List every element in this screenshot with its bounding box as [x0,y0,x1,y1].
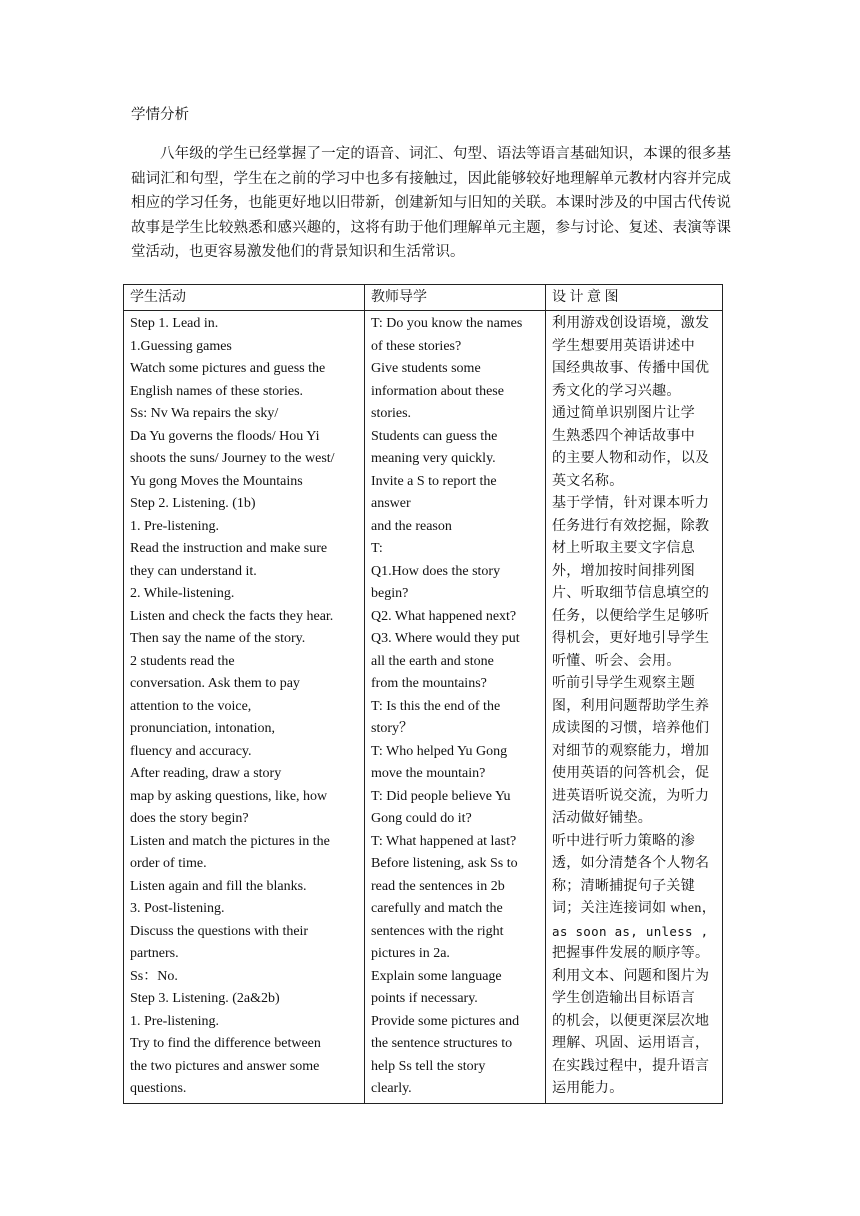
design-intent-line: 成读图的习惯，培养他们 [552,721,710,736]
teacher-guidance-line: Explain some language [371,968,502,984]
teacher-guidance-cell [365,311,546,1104]
student-activity-line: map by asking questions, like, how [130,788,328,804]
design-intent-line: 利用文本、问题和图片为 [552,968,710,984]
student-activity-line: Discuss the questions with their [130,923,309,939]
teacher-guidance-line: stories. [371,406,412,421]
table-header-row [124,285,723,311]
design-intent-line: 英文名称。 [552,473,624,489]
teacher-guidance-line: T: What happened at last? [371,833,517,849]
design-intent-line: 得机会，更好地引导学生 [552,631,710,646]
design-intent-line: 秀文化的学习兴趣。 [552,383,681,399]
design-intent-line: 片、听取细节信息填空的 [552,586,710,601]
teacher-guidance-line: answer [371,496,411,511]
design-intent-line: 听前引导学生观察主题 [552,676,695,691]
design-intent-line: 的机会，以便更深层次地 [552,1013,710,1029]
design-intent-line: 进英语听说交流，为听力 [552,788,710,804]
design-intent-line: 称；清晰捕捉句子关键 [552,878,695,894]
header-design-intent: 设 计 意 图 [546,285,723,311]
teacher-guidance-line: Gong could do it? [371,811,472,826]
student-activity-line: 2 students read the [130,653,235,669]
intro-paragraph: 八年级的学生已经掌握了一定的语音、词汇、句型、语法等语言基础知识，本课的很多基础词汇和句型，学生在之前的学习中也多有接触过，因此能够较好地理解单元教材内容并完成相应的学习任务，也能更好地以旧带新，创建新知与旧知的关联。本课时涉及的中国古代传说故事是学生比较熟悉和感兴趣的，这将有助于他们理解单元主题，参与讨论、复述、表演等课堂活动，也更容易激发他们的背景知识和生活常识。 [131,146,731,260]
design-intent-line: 理解、巩固、运用语言， [552,1036,710,1051]
student-activity-line: 1. Pre-listening. [130,1013,220,1029]
teacher-guidance-line: help Ss tell the story [371,1058,486,1074]
teacher-guidance-line: the sentence structures to [371,1036,513,1051]
teacher-guidance-line: Q1.How does the story [371,563,501,579]
lesson-plan-table [123,284,723,1104]
student-activity-line: 2. While-listening. [130,586,235,601]
table-row [124,311,723,1104]
design-intent-line: 基于学情，针对课本听力 [552,496,710,511]
design-intent-line: 词；关注连接词如 when， [552,901,717,916]
teacher-guidance-line: and the reason [371,518,452,534]
teacher-guidance-line: information about these [371,383,504,399]
design-intent-line: 对细节的观察能力，增加 [552,743,710,759]
design-intent-line: 任务进行有效挖掘，除教 [552,518,710,534]
design-intent-line: 活动做好铺垫。 [552,811,653,826]
design-intent-line: 听中进行听力策略的渗 [552,833,695,849]
teacher-guidance-line: of these stories? [371,338,462,354]
design-intent-line: 利用游戏创设语境，激发 [552,316,710,331]
student-activity-line: questions. [130,1081,187,1096]
student-activity-line: 1. Pre-listening. [130,518,220,534]
student-activity-cell [124,311,365,1104]
design-intent-line: 听懂、听会、会用。 [552,653,681,669]
student-activity-line: 3. Post-listening. [130,901,225,916]
teacher-guidance-line: T: Did people believe Yu [371,788,511,804]
student-activity-line: pronunciation, intonation, [130,721,276,736]
teacher-guidance-line: all the earth and stone [371,653,494,669]
student-activity-line: Read the instruction and make sure [130,541,328,556]
student-activity-line: attention to the voice, [130,698,252,714]
student-activity-line: Watch some pictures and guess the [130,361,326,376]
design-intent-line: 的主要人物和动作，以及 [552,451,710,466]
student-activity-line: does the story begin? [130,811,249,826]
design-intent-line: 外，增加按时间排列图 [552,563,695,579]
student-activity-line: Listen and check the facts they hear. [130,608,334,624]
design-intent-line: 运用能力。 [552,1081,624,1096]
design-intent-cell [546,311,723,1104]
header-teacher-guidance: 教师导学 [365,285,546,311]
teacher-guidance-line: Invite a S to report the [371,473,497,489]
teacher-guidance-line: from the mountains? [371,676,487,691]
student-activity-line: Listen again and fill the blanks. [130,878,307,894]
teacher-guidance-line: read the sentences in 2b [371,878,505,894]
student-activity-line: Try to find the difference between [130,1036,321,1051]
student-activity-line: fluency and accuracy. [130,743,252,759]
design-intent-line: 学生想要用英语讲述中 [552,338,695,354]
teacher-guidance-line: T: [371,541,383,556]
teacher-guidance-line: Give students some [371,361,481,376]
student-activity-line: After reading, draw a story [130,766,282,781]
student-activity-line: shoots the suns/ Journey to the west/ [130,451,335,466]
student-activity-line: Then say the name of the story. [130,631,306,646]
teacher-guidance-line: Students can guess the [371,428,498,444]
student-activity-line: the two pictures and answer some [130,1058,320,1074]
student-activity-line: Yu gong Moves the Mountains [130,473,303,489]
teacher-guidance-line: story？ [371,721,413,736]
design-intent-line: 生熟悉四个神话故事中 [552,428,695,444]
student-activity-line: English names of these stories. [130,383,304,399]
student-activity-line: Da Yu governs the floods/ Hou Yi [130,428,320,444]
design-intent-line: 透，如分清楚各个人物名 [552,856,710,871]
teacher-guidance-line: Provide some pictures and [371,1013,520,1029]
student-activity-line: Step 3. Listening. (2a&2b) [130,991,280,1006]
teacher-guidance-line: Q2. What happened next? [371,608,517,624]
student-activity-line: order of time. [130,856,207,871]
teacher-guidance-line: Before listening, ask Ss to [371,856,518,871]
design-intent-line: 图，利用问题帮助学生养 [552,698,710,714]
design-intent-line: 任务，以便给学生足够听 [552,608,710,624]
teacher-guidance-line: T: Do you know the names [371,316,523,331]
design-intent-line: 学生创造输出目标语言 [552,991,695,1006]
teacher-guidance-line: carefully and match the [371,901,503,916]
student-activity-line: 1.Guessing games [130,338,232,354]
student-activity-line: Step 1. Lead in. [130,316,219,331]
design-intent-line: 通过简单识别图片让学 [552,406,695,421]
student-activity-line: Listen and match the pictures in the [130,833,330,849]
teacher-guidance-line: meaning very quickly. [371,451,496,466]
student-activity-line: they can understand it. [130,563,257,579]
student-activity-line: partners. [130,946,179,961]
design-intent-line: 国经典故事、传播中国优 [552,361,710,376]
student-activity-line: conversation. Ask them to pay [130,676,300,691]
design-intent-line: as soon as, unless , [552,923,709,939]
teacher-guidance-line: T: Who helped Yu Gong [371,743,508,759]
design-intent-line: 在实践过程中，提升语言 [552,1058,710,1074]
teacher-guidance-line: pictures in 2a. [371,946,450,961]
teacher-guidance-line: move the mountain? [371,766,486,781]
design-intent-line: 材上听取主要文字信息 [552,541,695,556]
teacher-guidance-line: sentences with the right [371,923,504,939]
design-intent-line: 把握事件发展的顺序等。 [552,946,710,961]
teacher-guidance-line: Q3. Where would they put [371,631,520,646]
student-activity-line: Step 2. Listening. (1b) [130,496,256,511]
teacher-guidance-line: points if necessary. [371,991,478,1006]
teacher-guidance-line: T: Is this the end of the [371,698,501,714]
teacher-guidance-line: begin? [371,586,409,601]
student-activity-line: Ss：No. [130,968,178,984]
header-student-activity: 学生活动 [124,285,365,311]
design-intent-line: 使用英语的问答机会，促 [552,766,710,781]
student-activity-line: Ss: Nv Wa repairs the sky/ [130,406,279,421]
section-title: 学情分析 [131,107,189,123]
teacher-guidance-line: clearly. [371,1081,412,1096]
